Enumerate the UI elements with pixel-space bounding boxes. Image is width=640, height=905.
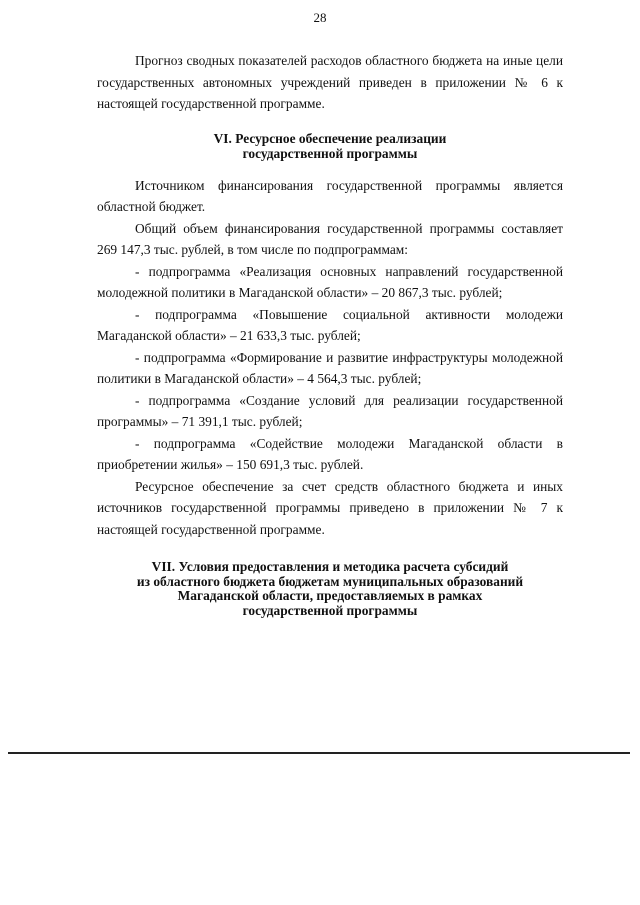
list-item-subprogram-1: - подпрограмма «Реализация основных направлений государственной молодежной политики в Магаданской области» – 20 867,3 тыс. рублей; bbox=[97, 263, 563, 300]
section-vii-heading-line-2: из областного бюджета бюджетам муниципальных образований bbox=[136, 573, 524, 589]
section-vi-heading bbox=[97, 131, 563, 161]
section-vii-heading bbox=[97, 560, 563, 618]
paragraph-intro: Прогноз сводных показателей расходов областного бюджета на иные цели государственных автономных учреждений приведен в приложении № 6 к настоящей государственной программе. bbox=[97, 53, 563, 111]
paragraph-total-funding: Общий объем финансирования государственной программы составляет 269 147,3 тыс. рублей, в том числе по подпрограммам: bbox=[97, 220, 563, 257]
document-body bbox=[97, 50, 563, 618]
bottom-divider bbox=[8, 752, 630, 754]
section-vii-heading-line-1: VII. Условия предоставления и методика расчета субсидий bbox=[151, 559, 509, 574]
list-item-subprogram-2: - подпрограмма «Повышение социальной активности молодежи Магаданской области» – 21 633,3 тыс. рублей; bbox=[97, 306, 563, 343]
section-vi-heading-line-2: государственной программы bbox=[242, 145, 418, 161]
paragraph-resource-appendix: Ресурсное обеспечение за счет средств областного бюджета и иных источников государственной программы приведено в приложении № 7 к настоящей государственной программе. bbox=[97, 478, 563, 537]
paragraph-funding-source: Источником финансирования государственной программы является областной бюджет. bbox=[97, 177, 563, 214]
section-vi-heading-line-1: VI. Ресурсное обеспечение реализации bbox=[213, 130, 447, 146]
list-item-subprogram-3: - подпрограмма «Формирование и развитие инфраструктуры молодежной политики в Магаданской области» – 4 564,3 тыс. рублей; bbox=[97, 349, 563, 386]
section-vii-heading-line-3: Магаданской области, предоставляемых в рамках bbox=[177, 588, 483, 603]
section-vii-heading-line-4: государственной программы bbox=[242, 602, 418, 618]
page-number: 28 bbox=[313, 10, 327, 25]
list-item-subprogram-5: - подпрограмма «Содействие молодежи Магаданской области в приобретении жилья» – 150 691,3 тыс. рублей. bbox=[97, 435, 563, 472]
list-item-subprogram-4: - подпрограмма «Создание условий для реализации государственной программы» – 71 391,1 тыс. рублей; bbox=[97, 392, 563, 429]
